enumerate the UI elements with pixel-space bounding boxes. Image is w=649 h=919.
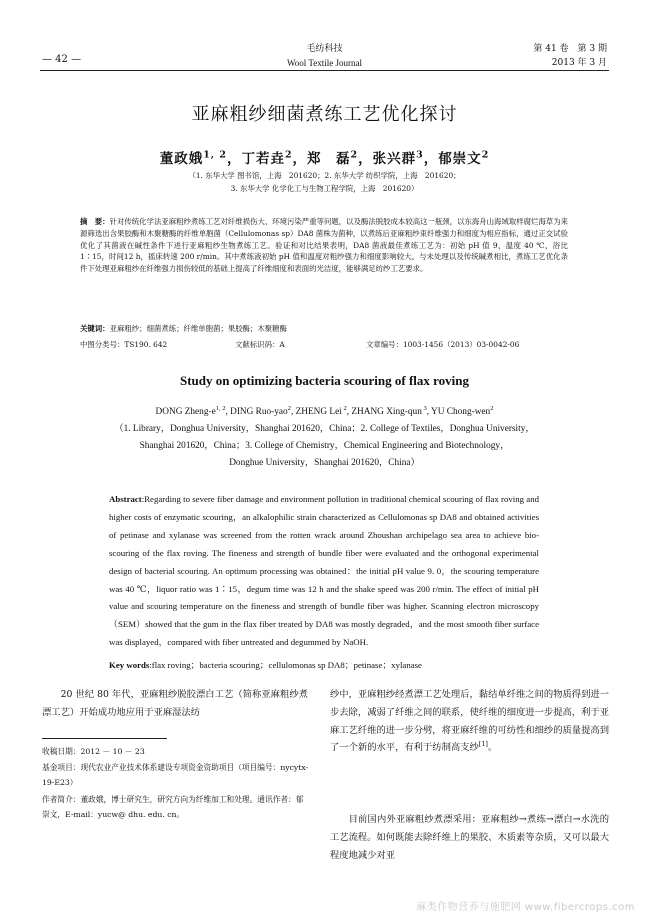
en-author-affil-mark: 1, 2 [215, 404, 226, 412]
abstract-text-en: :Regarding to severe fiber damage and environment pollution in traditional chemical scouring of flax roving and higher costs of enzymatic scouring，an alkalophilic strain characterized as Cellulomonas sp DA8 and obtained activities of petinase and xylanase was screened from the rotten wrack around Zhoushan archipelago sea area to achieve bio-scouring of the flax roving. The fineness and strength of bundle fiber were evaluated and the orthogonal experimental design of bacterial scouring. An optimum processing was obtained：the initial pH value 9. 0，the scouring temperature was 40 ℃，liquor ratio was 1∶15，degum time was 12 h and the shake speed was 200 r/min. The effect of initial pH value and scouring temperature on the fineness and strength of bundle fiber was higher. Scanning electron microscopy（SEM）showed that the gum in the flax fiber treated by DA8 was mostly degraded，and the most smooth fiber surface was displayed，compared with fiber untreated and degummed by NaOH. [109, 494, 539, 648]
abstract-label-cn: 摘 要： [80, 217, 110, 226]
keywords-label-en: Key words [109, 660, 150, 670]
abstract-cn [80, 216, 568, 275]
author-list-en [0, 404, 649, 422]
en-author-name: DONG Zheng-e [155, 407, 216, 417]
keywords-cn [80, 323, 287, 334]
journal-volume: 第 41 卷 第 3 期 [533, 44, 607, 54]
cn-author-name: 郑 磊 [307, 151, 351, 167]
watermark: 麻类作物营养与施肥网 www.fibercrops.com [416, 902, 635, 913]
abstract-text-cn: 针对传统化学法亚麻粗纱煮练工艺对纤维损伤大、环境污染严重等问题，以及酶法脱胶成本较高这一瓶颈，以东海舟山海域取样腐烂海草为来源筛选出含果胶酶和木聚糖酶的纤维单胞菌（Cellulomonas sp）DA8 菌株为菌种，以煮练后亚麻粗纱束纤维强力和细度为相应指标，通过正交试验优化了其菌液在碱性条件下进行亚麻粗纱生物煮练工艺。验证和对比结果表明，DA8 菌液最佳煮练工艺为：初始 pH 值 9，温度 40 ℃，浴比 1∶15，时间12 h，摇床转速 200 r/min。其中煮练液初始 pH 值和温度对粗纱强力和细度影响较大。与未处理以及传统碱煮相比，煮练工艺优化条件下处理亚麻粗纱在纤维强力损伤较低的基础上提高了纤维细度和表面的光洁度，能够满足纺纱工艺要求。 [80, 217, 568, 274]
journal-date: 2013 年 3 月 [551, 58, 607, 68]
en-author-separator: , [426, 407, 432, 417]
body-right-paragraph-2: 目前国内外亚麻粗纱煮漂采用：亚麻粗纱→煮练→漂白→水洗的工艺流程。如何既能去除纤维上的果胶、木质素等杂质，又可以最大程度地减少对亚 [330, 814, 609, 861]
abstract-en [109, 491, 539, 652]
body-right-paragraph-1 [330, 686, 609, 757]
cn-author-affil-mark: 2 [350, 149, 359, 161]
affiliation-line-3-en: Donghue University，Shanghai 201620，China） [229, 458, 420, 468]
cn-author-separator: ， [423, 151, 439, 167]
en-author-separator: , [346, 407, 352, 417]
en-author-name: DING Ruo-yao [230, 407, 288, 417]
paper-title-cn: 亚麻粗纱细菌煮练工艺优化探讨 [191, 104, 458, 125]
footnote-received: 收稿日期：2012 － 10 － 23 [42, 747, 145, 756]
footnote-rule [42, 738, 167, 739]
cn-author-name: 董政娥 [159, 151, 204, 167]
keywords-text-cn: 亚麻粗纱；细菌煮练；纤维单胞菌；果胶酶；木聚糖酶 [109, 324, 287, 333]
affiliation-line-2-en: Shanghai 201620，China；3. College of Chemistry，Chemical Engineering and Biotechnology， [139, 441, 510, 451]
article-number: 文章编号：1003-1456（2013）03-0042-06 [366, 340, 520, 349]
abstract-label-en: Abstract [109, 494, 142, 504]
document-code: 文献标识码：A [235, 340, 285, 349]
footnote-author-intro: 作者简介：董政娥，博士研究生，研究方向为纤维加工和处理。通讯作者：郁崇文，E-mail：yucw@ dhu. edu. cn。 [42, 795, 304, 820]
class-number: 中图分类号：TS190. 642 [80, 340, 168, 349]
en-author-affil-mark: 3 [421, 404, 427, 412]
en-author-name: YU Chong-wen [431, 407, 491, 417]
keywords-text-en: :flax roving；bacteria scouring；cellulomonas sp DA8；petinase；xylanase [149, 660, 422, 670]
cn-author-separator: ， [226, 151, 242, 167]
page-number: — 42 — [42, 54, 82, 65]
journal-name-cn: 毛纺科技 [306, 44, 343, 54]
cn-author-separator: ， [358, 151, 373, 167]
affiliation-line-1-en: （1. Library，Donghua University，Shanghai 201620，China；2. College of Textiles，Donghua University， [114, 424, 535, 434]
keywords-en [109, 658, 422, 671]
en-author-separator: , [290, 407, 296, 417]
keywords-label-cn: 关键词： [80, 324, 110, 333]
en-author-affil-mark: 2 [287, 404, 291, 412]
cn-author-affil-mark: 3 [416, 149, 424, 161]
cn-author-affil-mark: 2 [284, 149, 293, 161]
en-author-name: ZHENG Lei [295, 407, 342, 417]
affiliation-line-1-cn: （1. 东华大学 图书馆，上海 201620；2. 东华大学 纺织学院，上海 201620； [188, 171, 461, 180]
author-list-cn [0, 147, 649, 167]
body-right-text-1-end: 。 [487, 742, 498, 754]
header-rule [40, 70, 609, 71]
citation-ref-1: [1] [478, 740, 488, 749]
paper-title-en: Study on optimizing bacteria scouring of flax roving [179, 373, 470, 388]
en-author-name: ZHANG Xing-qun [351, 407, 422, 417]
cn-author-affil-mark: 1, 2 [203, 149, 227, 161]
affiliation-line-2-cn: 3. 东华大学 化学化工与生物工程学院，上海 201620） [230, 184, 419, 193]
en-author-affil-mark: 2 [490, 404, 494, 412]
journal-name-en: Wool Textile Journal [287, 58, 362, 68]
body-left-paragraph: 20 世纪 80 年代，亚麻粗纱脱胶漂白工艺（简称亚麻粗纱煮漂工艺）开始成功地应用于亚麻湿法纺 [42, 689, 308, 718]
footnote-fund: 基金项目：现代农业产业技术体系建设专项资金资助项目（项目编号：nycytx-19-E23） [42, 763, 309, 788]
cn-author-name: 丁若垚 [241, 151, 285, 167]
en-author-separator: , [225, 407, 231, 417]
cn-author-name: 郁崇文 [438, 151, 482, 167]
cn-author-separator: ， [292, 151, 308, 167]
body-right-text-1: 纱中，亚麻粗纱经煮漂工艺处理后，黏结单纤维之间的物质得到进一步去除，减弱了纤维之间的联系，使纤维的细度进一步提高，利于亚麻工艺纤维的进一步分劈，将亚麻纤维的可纺性和细纱的质量提高到了一个新的水平，有利于纺制高支纱 [330, 689, 609, 754]
en-author-affil-mark: 2 [341, 404, 347, 412]
cn-author-affil-mark: 2 [481, 149, 490, 161]
cn-author-name: 张兴群 [372, 151, 417, 167]
